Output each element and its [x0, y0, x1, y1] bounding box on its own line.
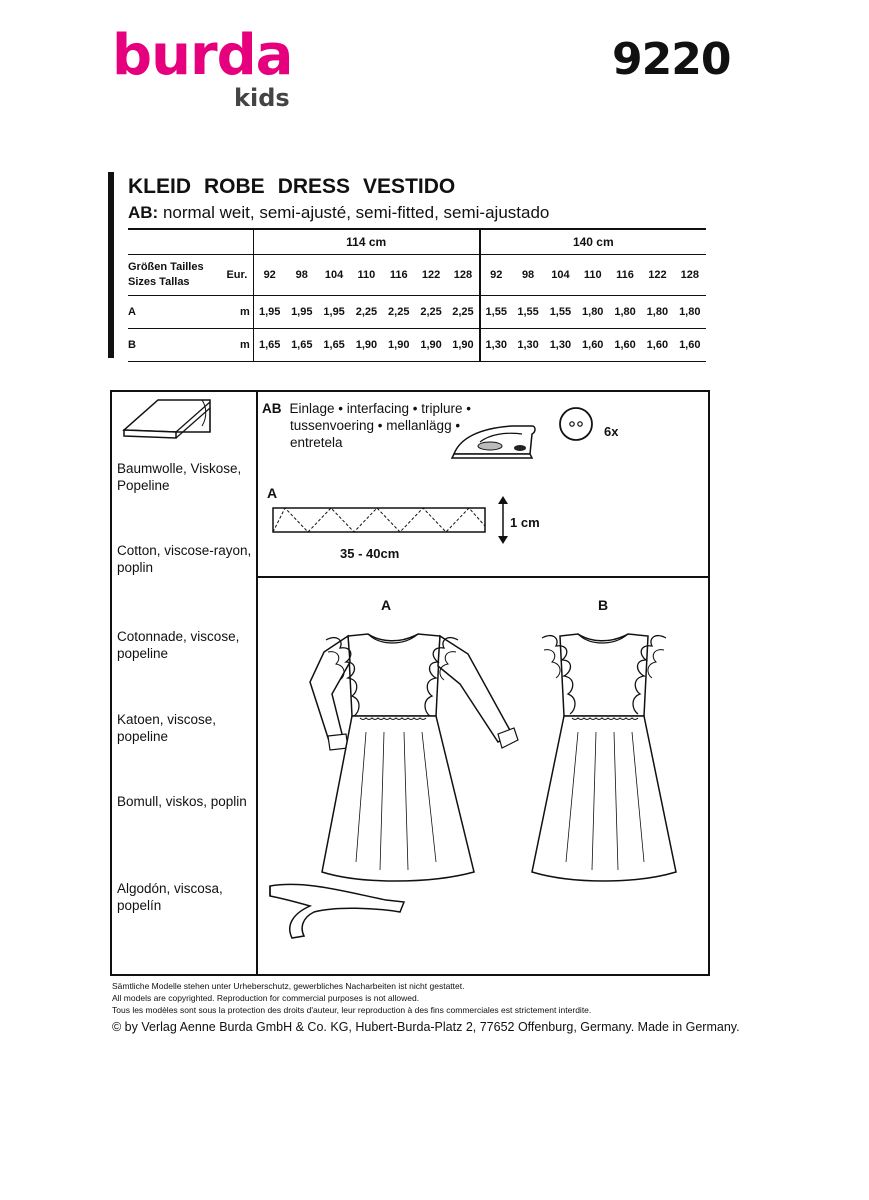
- yardage-cell: 1,95: [286, 296, 318, 329]
- fabric-line: popelín: [117, 898, 162, 913]
- copyright-line: © by Verlag Aenne Burda GmbH & Co. KG, Hubert-Burda-Platz 2, 77652 Offenburg, Germany. Made in Germany.: [112, 1020, 740, 1034]
- row-unit: m: [221, 296, 253, 329]
- button-count: 6x: [604, 424, 619, 439]
- waist-tie-illustration: [266, 878, 416, 942]
- yardage-cell: 2,25: [447, 296, 479, 329]
- title-side-bar: [108, 172, 114, 358]
- band-length-label: 35 - 40cm: [340, 546, 400, 561]
- size-cell: 98: [512, 255, 544, 296]
- fabric-de: [117, 460, 241, 494]
- yardage-cell: 1,55: [544, 296, 576, 329]
- title-en: DRESS: [277, 175, 351, 198]
- yardage-cell: 1,90: [415, 329, 447, 362]
- size-label: [128, 255, 221, 296]
- yardage-cell: 2,25: [350, 296, 382, 329]
- size-label-1: Größen Tailles: [128, 261, 204, 273]
- fabric-en: [117, 542, 251, 576]
- width-114-header: 114 cm: [253, 229, 479, 255]
- yardage-cell: 1,80: [609, 296, 641, 329]
- yardage-cell: 1,65: [286, 329, 318, 362]
- fabric-es: [117, 880, 223, 914]
- size-cell: 98: [286, 255, 318, 296]
- row-view-label: A: [128, 296, 221, 329]
- yardage-cell: 1,60: [674, 329, 706, 362]
- size-label-2: Sizes Tallas: [128, 276, 190, 288]
- fabric-line: Katoen, viscose,: [117, 712, 217, 727]
- size-cell: 122: [415, 255, 447, 296]
- fit-label: AB:: [128, 203, 159, 222]
- size-cell: 110: [577, 255, 609, 296]
- view-b-label: B: [598, 597, 609, 613]
- yardage-cell: 1,60: [609, 329, 641, 362]
- fabric-line: popeline: [117, 729, 169, 744]
- pattern-number: 9220: [612, 34, 731, 85]
- garment-title: [128, 176, 468, 197]
- iron-icon: [450, 414, 540, 466]
- yardage-row-b: [128, 329, 706, 362]
- yardage-cell: 1,95: [318, 296, 350, 329]
- band-view-label: A: [267, 485, 278, 501]
- yardage-cell: 1,90: [383, 329, 415, 362]
- band-width-label: 1 cm: [510, 515, 540, 530]
- fabric-line: Popeline: [117, 478, 170, 493]
- yardage-cell: 1,55: [512, 296, 544, 329]
- brand-logo: burda: [112, 23, 293, 88]
- fit-text: normal weit, semi-ajusté, semi-fitted, semi-ajustado: [162, 203, 550, 222]
- yardage-cell: 1,30: [480, 329, 512, 362]
- fabric-line: popeline: [117, 646, 169, 661]
- header-blank: [128, 229, 253, 255]
- fabric-line: poplin: [117, 560, 154, 575]
- size-cell: 92: [253, 255, 285, 296]
- size-cell: 116: [383, 255, 415, 296]
- fabric-sv: [117, 793, 247, 810]
- yardage-cell: 1,30: [512, 329, 544, 362]
- yardage-cell: 1,60: [577, 329, 609, 362]
- fit-description: [128, 204, 549, 221]
- fabric-line: Algodón, viscosa,: [117, 881, 223, 896]
- yardage-cell: 1,65: [253, 329, 285, 362]
- title-de: KLEID: [128, 175, 191, 198]
- yardage-table: [128, 228, 706, 362]
- row-unit: m: [221, 329, 253, 362]
- sizes-row: [128, 255, 706, 296]
- fabric-line: Cotton, viscose-rayon,: [117, 543, 252, 558]
- yardage-row-a: [128, 296, 706, 329]
- yardage-cell: 1,60: [641, 329, 673, 362]
- size-cell: 128: [447, 255, 479, 296]
- yardage-cell: 1,80: [641, 296, 673, 329]
- width-140-header: 140 cm: [480, 229, 706, 255]
- notions-text: [262, 400, 471, 451]
- dress-b-illustration: [520, 622, 700, 942]
- fabric-bolt-icon: [118, 396, 218, 444]
- yardage-cell: 1,80: [577, 296, 609, 329]
- fabric-fr: [117, 628, 239, 662]
- size-cell: 110: [350, 255, 382, 296]
- fabric-line: Cotonnade, viscose,: [117, 629, 240, 644]
- notions-divider: [256, 576, 708, 578]
- band-width-arrow: [497, 496, 509, 544]
- size-cell: 128: [674, 255, 706, 296]
- legal-en: All models are copyrighted. Reproduction for commercial purposes is not allowed.: [112, 993, 420, 1003]
- yardage-cell: 1,95: [253, 296, 285, 329]
- button-icon: [556, 404, 596, 444]
- yardage-cell: 1,90: [350, 329, 382, 362]
- title-es: VESTIDO: [363, 175, 456, 198]
- size-cell: 104: [318, 255, 350, 296]
- legal-fr: Tous les modèles sont sous la protection des droits d'auteur, leur reproduction à des fins commerciales est strictement interdite.: [112, 1005, 592, 1015]
- fabric-line: Bomull, viskos, poplin: [117, 794, 247, 809]
- notions-line-3: entretela: [290, 435, 343, 450]
- eur-label: Eur.: [221, 255, 253, 296]
- interfacing-band: [272, 506, 488, 536]
- yardage-cell: 2,25: [383, 296, 415, 329]
- row-view-label: B: [128, 329, 221, 362]
- notions-line-2: tussenvoering • mellanlägg •: [290, 418, 461, 433]
- yardage-cell: 1,55: [480, 296, 512, 329]
- size-cell: 104: [544, 255, 576, 296]
- yardage-cell: 1,80: [674, 296, 706, 329]
- legal-de: Sämtliche Modelle stehen unter Urheberschutz, gewerbliches Nacharbeiten ist nicht gestattet.: [112, 981, 465, 991]
- title-fr: ROBE: [204, 175, 265, 198]
- fabric-nl: [117, 711, 216, 745]
- notions-views: AB: [262, 401, 282, 416]
- size-cell: 122: [641, 255, 673, 296]
- size-cell: 116: [609, 255, 641, 296]
- fabric-line: Baumwolle, Viskose,: [117, 461, 242, 476]
- yardage-cell: 1,65: [318, 329, 350, 362]
- view-a-label: A: [381, 597, 392, 613]
- notions-line-1: Einlage • interfacing • triplure •: [289, 401, 472, 416]
- size-cell: 92: [480, 255, 512, 296]
- yardage-cell: 2,25: [415, 296, 447, 329]
- yardage-cell: 1,30: [544, 329, 576, 362]
- yardage-cell: 1,90: [447, 329, 479, 362]
- brand-sub-logo: kids: [234, 84, 290, 112]
